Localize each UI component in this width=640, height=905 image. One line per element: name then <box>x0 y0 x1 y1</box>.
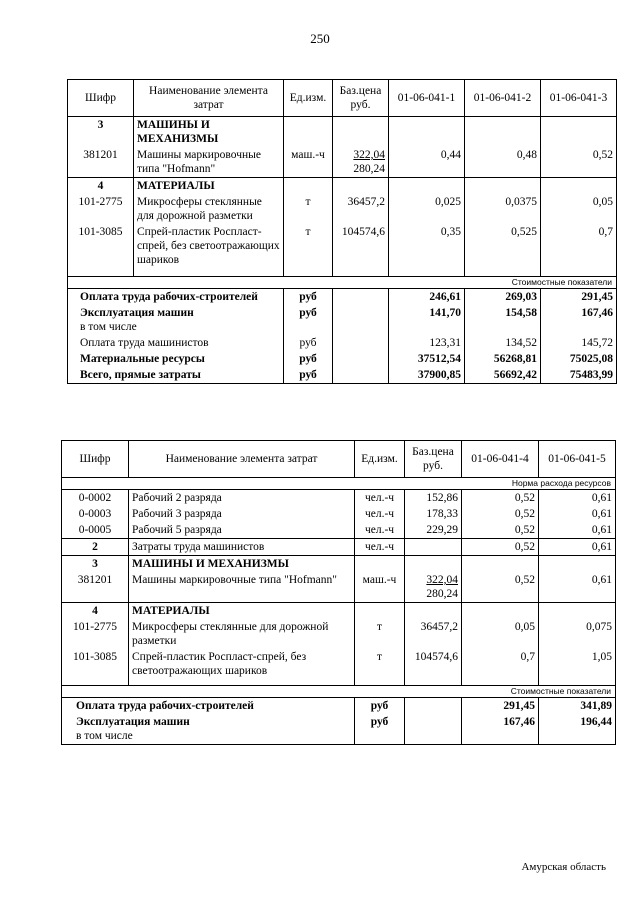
item-price: 229,29 <box>405 522 462 539</box>
item-value: 0,52 <box>462 522 539 539</box>
item-code: 0-0005 <box>62 522 129 539</box>
cost-name-cell <box>62 714 355 745</box>
item-value: 0,7 <box>462 649 539 679</box>
norm-label-row <box>62 478 616 490</box>
section-code: 3 <box>68 117 134 148</box>
cost-unit: руб <box>284 335 333 351</box>
item-code: 101-3085 <box>62 649 129 679</box>
cost-name: Эксплуатация машин <box>80 306 194 319</box>
cost-value: 291,45 <box>462 697 539 714</box>
table-row <box>62 490 616 507</box>
col-header-code: Шифр <box>68 80 134 117</box>
item-value: 0,44 <box>389 147 465 178</box>
col-header-base-price: Баз.цена руб. <box>333 80 389 117</box>
cost-name: Оплата труда рабочих-строителей <box>62 697 355 714</box>
item-code: 101-2775 <box>62 619 129 649</box>
item-price: 152,86 <box>405 490 462 507</box>
cost-name: Оплата труда машинистов <box>68 335 284 351</box>
item-name: Рабочий 5 разряда <box>129 522 355 539</box>
cost-unit: руб <box>284 288 333 305</box>
item-price-secondary: 280,24 <box>353 163 385 175</box>
cost-value: 75483,99 <box>541 367 617 384</box>
cost-row <box>68 288 617 305</box>
table-row <box>68 147 617 178</box>
item-name: Микросферы стеклянные для дорожной разметки <box>129 619 355 649</box>
item-code: 381201 <box>68 147 134 178</box>
cost-value: 341,89 <box>539 697 616 714</box>
col-header-variant-5: 01-06-041-5 <box>539 441 616 478</box>
resource-table-2 <box>61 440 616 745</box>
item-value: 0,61 <box>539 572 616 603</box>
col-header-unit: Ед.изм. <box>284 80 333 117</box>
cost-value: 37512,54 <box>389 351 465 367</box>
item-code: 381201 <box>62 572 129 603</box>
item-code: 101-3085 <box>68 224 134 268</box>
item-code: 101-2775 <box>68 194 134 224</box>
table-header-row <box>68 80 617 117</box>
col-header-variant-1: 01-06-041-1 <box>389 80 465 117</box>
item-unit: чел.-ч <box>355 506 405 522</box>
norm-label: Норма расхода ресурсов <box>62 478 616 490</box>
item-name: Машины маркировочные типа "Hofmann" <box>129 572 355 603</box>
cost-name-cell <box>68 305 284 335</box>
cost-row <box>68 351 617 367</box>
item-price: 36457,2 <box>405 619 462 649</box>
item-price: 104574,6 <box>405 649 462 679</box>
item-unit: чел.-ч <box>355 522 405 539</box>
item-name: Затраты труда машинистов <box>129 539 355 556</box>
item-value: 0,525 <box>465 224 541 268</box>
section-row <box>68 117 617 148</box>
item-value: 0,0375 <box>465 194 541 224</box>
item-unit: т <box>355 619 405 649</box>
cost-value: 141,70 <box>389 305 465 335</box>
cost-unit: руб <box>284 351 333 367</box>
section-code: 2 <box>62 539 129 556</box>
cost-unit: руб <box>284 367 333 384</box>
section-title: МАТЕРИАЛЫ <box>134 178 284 195</box>
item-unit: т <box>355 649 405 679</box>
item-value: 0,52 <box>462 539 539 556</box>
cost-unit: руб <box>355 714 405 745</box>
section-title: МАТЕРИАЛЫ <box>129 603 355 620</box>
item-unit: чел.-ч <box>355 490 405 507</box>
item-value: 0,05 <box>462 619 539 649</box>
item-value: 0,025 <box>389 194 465 224</box>
table-row <box>62 539 616 556</box>
item-name: Спрей-пластик Роспласт-спрей, без светоотражающих шариков <box>129 649 355 679</box>
item-value: 0,52 <box>541 147 617 178</box>
cost-value: 37900,85 <box>389 367 465 384</box>
item-price <box>333 147 389 178</box>
item-value: 0,52 <box>462 506 539 522</box>
cost-indicators-label: Стоимостные показатели <box>62 685 616 697</box>
table-row <box>62 522 616 539</box>
cost-row <box>68 367 617 384</box>
cost-value: 167,46 <box>462 714 539 745</box>
cost-value: 56268,81 <box>465 351 541 367</box>
table-row <box>62 572 616 603</box>
cost-value: 167,46 <box>541 305 617 335</box>
item-value: 0,48 <box>465 147 541 178</box>
cost-value: 269,03 <box>465 288 541 305</box>
cost-subnote: в том числе <box>76 729 133 742</box>
item-value: 0,05 <box>541 194 617 224</box>
col-header-base-price: Баз.цена руб. <box>405 441 462 478</box>
item-price: 36457,2 <box>333 194 389 224</box>
col-header-name: Наименование элемента затрат <box>129 441 355 478</box>
section-code: 4 <box>68 178 134 195</box>
cost-value: 145,72 <box>541 335 617 351</box>
section-code: 4 <box>62 603 129 620</box>
item-name: Рабочий 3 разряда <box>129 506 355 522</box>
cost-subnote: в том числе <box>80 320 137 333</box>
table-row <box>68 224 617 268</box>
cost-indicators-label: Стоимостные показатели <box>68 276 617 288</box>
item-name: Машины маркировочные типа "Hofmann" <box>134 147 284 178</box>
cost-value: 56692,42 <box>465 367 541 384</box>
item-unit: маш.-ч <box>284 147 333 178</box>
cost-value: 75025,08 <box>541 351 617 367</box>
item-value: 0,52 <box>462 572 539 603</box>
cost-row <box>68 305 617 335</box>
section-row <box>62 556 616 573</box>
item-code: 0-0002 <box>62 490 129 507</box>
item-value: 0,61 <box>539 506 616 522</box>
cost-value: 123,31 <box>389 335 465 351</box>
item-value: 0,61 <box>539 490 616 507</box>
item-price-primary: 322,04 <box>353 149 385 161</box>
item-value: 1,05 <box>539 649 616 679</box>
item-price <box>405 572 462 603</box>
section-title: МАШИНЫ И МЕХАНИЗМЫ <box>129 556 355 573</box>
table-row <box>62 619 616 649</box>
table-row <box>62 506 616 522</box>
cost-value: 246,61 <box>389 288 465 305</box>
cost-name: Оплата труда рабочих-строителей <box>68 288 284 305</box>
cost-value: 154,58 <box>465 305 541 335</box>
page-number: 250 <box>310 31 330 46</box>
item-name: Спрей-пластик Роспласт-спрей, без светоотражающих шариков <box>134 224 284 268</box>
cost-label-row <box>62 685 616 697</box>
table-row <box>62 649 616 679</box>
item-price-primary: 322,04 <box>426 574 458 586</box>
item-unit: маш.-ч <box>355 572 405 603</box>
cost-value: 196,44 <box>539 714 616 745</box>
cost-row <box>62 714 616 745</box>
cost-name: Всего, прямые затраты <box>68 367 284 384</box>
cost-value: 291,45 <box>541 288 617 305</box>
cost-name: Материальные ресурсы <box>68 351 284 367</box>
item-name: Рабочий 2 разряда <box>129 490 355 507</box>
item-value: 0,7 <box>541 224 617 268</box>
item-unit: т <box>284 194 333 224</box>
item-value: 0,35 <box>389 224 465 268</box>
cost-value: 134,52 <box>465 335 541 351</box>
region-footer: Амурская область <box>521 861 606 873</box>
cost-row <box>62 697 616 714</box>
item-value: 0,61 <box>539 539 616 556</box>
col-header-variant-2: 01-06-041-2 <box>465 80 541 117</box>
item-value: 0,075 <box>539 619 616 649</box>
item-value: 0,61 <box>539 522 616 539</box>
cost-label-row <box>68 276 617 288</box>
item-price: 178,33 <box>405 506 462 522</box>
col-header-code: Шифр <box>62 441 129 478</box>
col-header-unit: Ед.изм. <box>355 441 405 478</box>
section-code: 3 <box>62 556 129 573</box>
item-value: 0,52 <box>462 490 539 507</box>
cost-name: Эксплуатация машин <box>76 715 190 728</box>
section-title: МАШИНЫ И МЕХАНИЗМЫ <box>134 117 284 148</box>
spacer-row <box>68 268 617 276</box>
cost-unit: руб <box>284 305 333 335</box>
item-code: 0-0003 <box>62 506 129 522</box>
section-row <box>62 603 616 620</box>
table-header-row <box>62 441 616 478</box>
cost-row <box>68 335 617 351</box>
section-row <box>68 178 617 195</box>
col-header-variant-4: 01-06-041-4 <box>462 441 539 478</box>
table-row <box>68 194 617 224</box>
cost-unit: руб <box>355 697 405 714</box>
item-name: Микросферы стеклянные для дорожной разметки <box>134 194 284 224</box>
item-unit: т <box>284 224 333 268</box>
col-header-name: Наименование элемента затрат <box>134 80 284 117</box>
item-price-secondary: 280,24 <box>426 588 458 600</box>
col-header-variant-3: 01-06-041-3 <box>541 80 617 117</box>
resource-table-1 <box>67 79 617 384</box>
item-unit: чел.-ч <box>355 539 405 556</box>
item-price: 104574,6 <box>333 224 389 268</box>
